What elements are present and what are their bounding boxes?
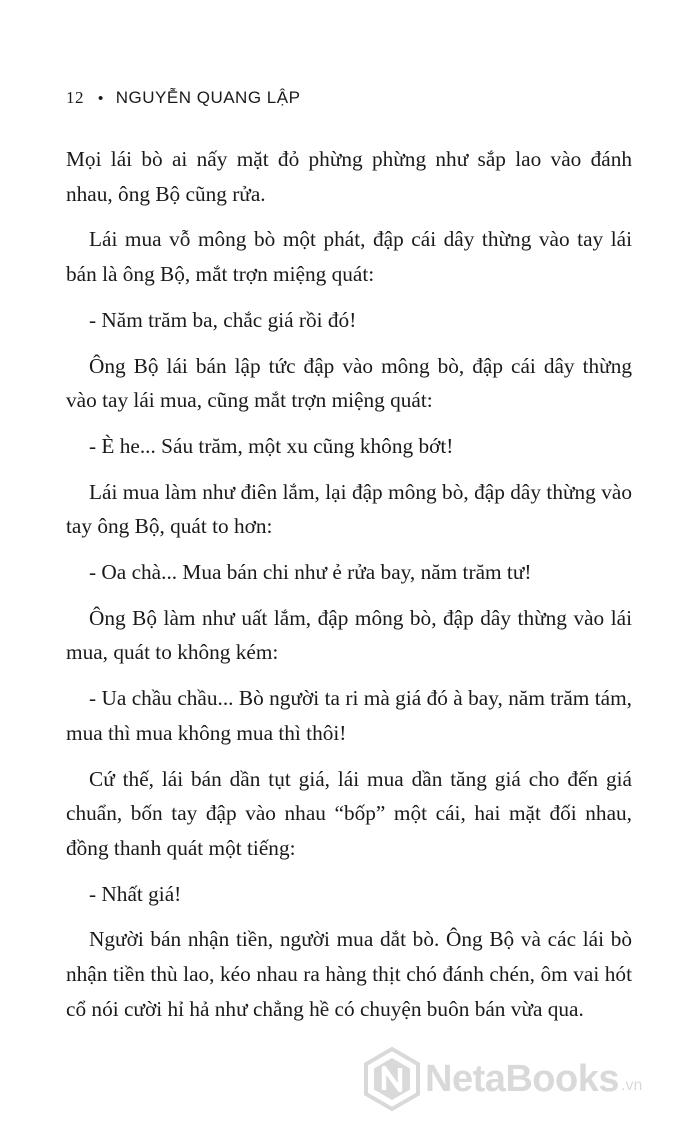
paragraph: Mọi lái bò ai nấy mặt đỏ phừng phừng như sắp lao vào đánh nhau, ông Bộ cũng rửa. — [66, 147, 632, 206]
paragraph: Ông Bộ làm như uất lắm, đập mông bò, đập dây thừng vào lái mua, quát to không kém: — [66, 605, 632, 665]
header-bullet: • — [98, 89, 104, 107]
paragraph: Lái mua vỗ mông bò một phát, đập cái dây thừng vào tay lái bán là ông Bộ, mắt trợn miệng quát: — [66, 227, 632, 286]
paragraph: - Nhất giá! — [89, 881, 182, 906]
paragraph: Lái mua làm như điên lắm, lại đập mông bò, đập dây thừng vào tay ông Bộ, quát to hơn: — [66, 479, 632, 539]
body-text — [66, 142, 632, 1037]
paragraph: - Oa chà... Mua bán chi như ẻ rửa bay, năm trăm tư! — [89, 560, 532, 585]
watermark-suffix: .vn — [621, 1077, 643, 1094]
author-name: NGUYỄN QUANG LẬP — [115, 88, 301, 107]
paragraph: - Ua chầu chầu... Bò người ta ri mà giá đó à bay, năm trăm tám, mua thì mua không mua thì thôi! — [66, 686, 632, 745]
paragraph: - Năm trăm ba, chắc giá rồi đó! — [89, 307, 357, 332]
paragraph: Người bán nhận tiền, người mua dắt bò. Ông Bộ và các lái bò nhận tiền thù lao, kéo nhau ra hàng thịt chó đánh chén, ôm vai hót cổ nói cười hỉ hả như chẳng hề có chuyện buôn bán vừa qua. — [66, 927, 632, 1021]
netabooks-logo-icon — [363, 1046, 421, 1112]
running-header — [66, 88, 300, 108]
watermark — [363, 1046, 642, 1112]
paragraph: Cứ thế, lái bán dần tụt giá, lái mua dần tăng giá cho đến giá chuẩn, bốn tay đập vào nhau “bốp” một cái, hai mặt đối nhau, đồng thanh quát một tiếng: — [66, 766, 632, 860]
page-number: 12 — [66, 88, 84, 107]
watermark-text: NetaBooks — [425, 1057, 619, 1100]
paragraph: - È he... Sáu trăm, một xu cũng không bớt! — [89, 433, 454, 458]
paragraph: Ông Bộ lái bán lập tức đập vào mông bò, đập cái dây thừng vào tay lái mua, cũng mắt trợn miệng quát: — [66, 353, 632, 413]
